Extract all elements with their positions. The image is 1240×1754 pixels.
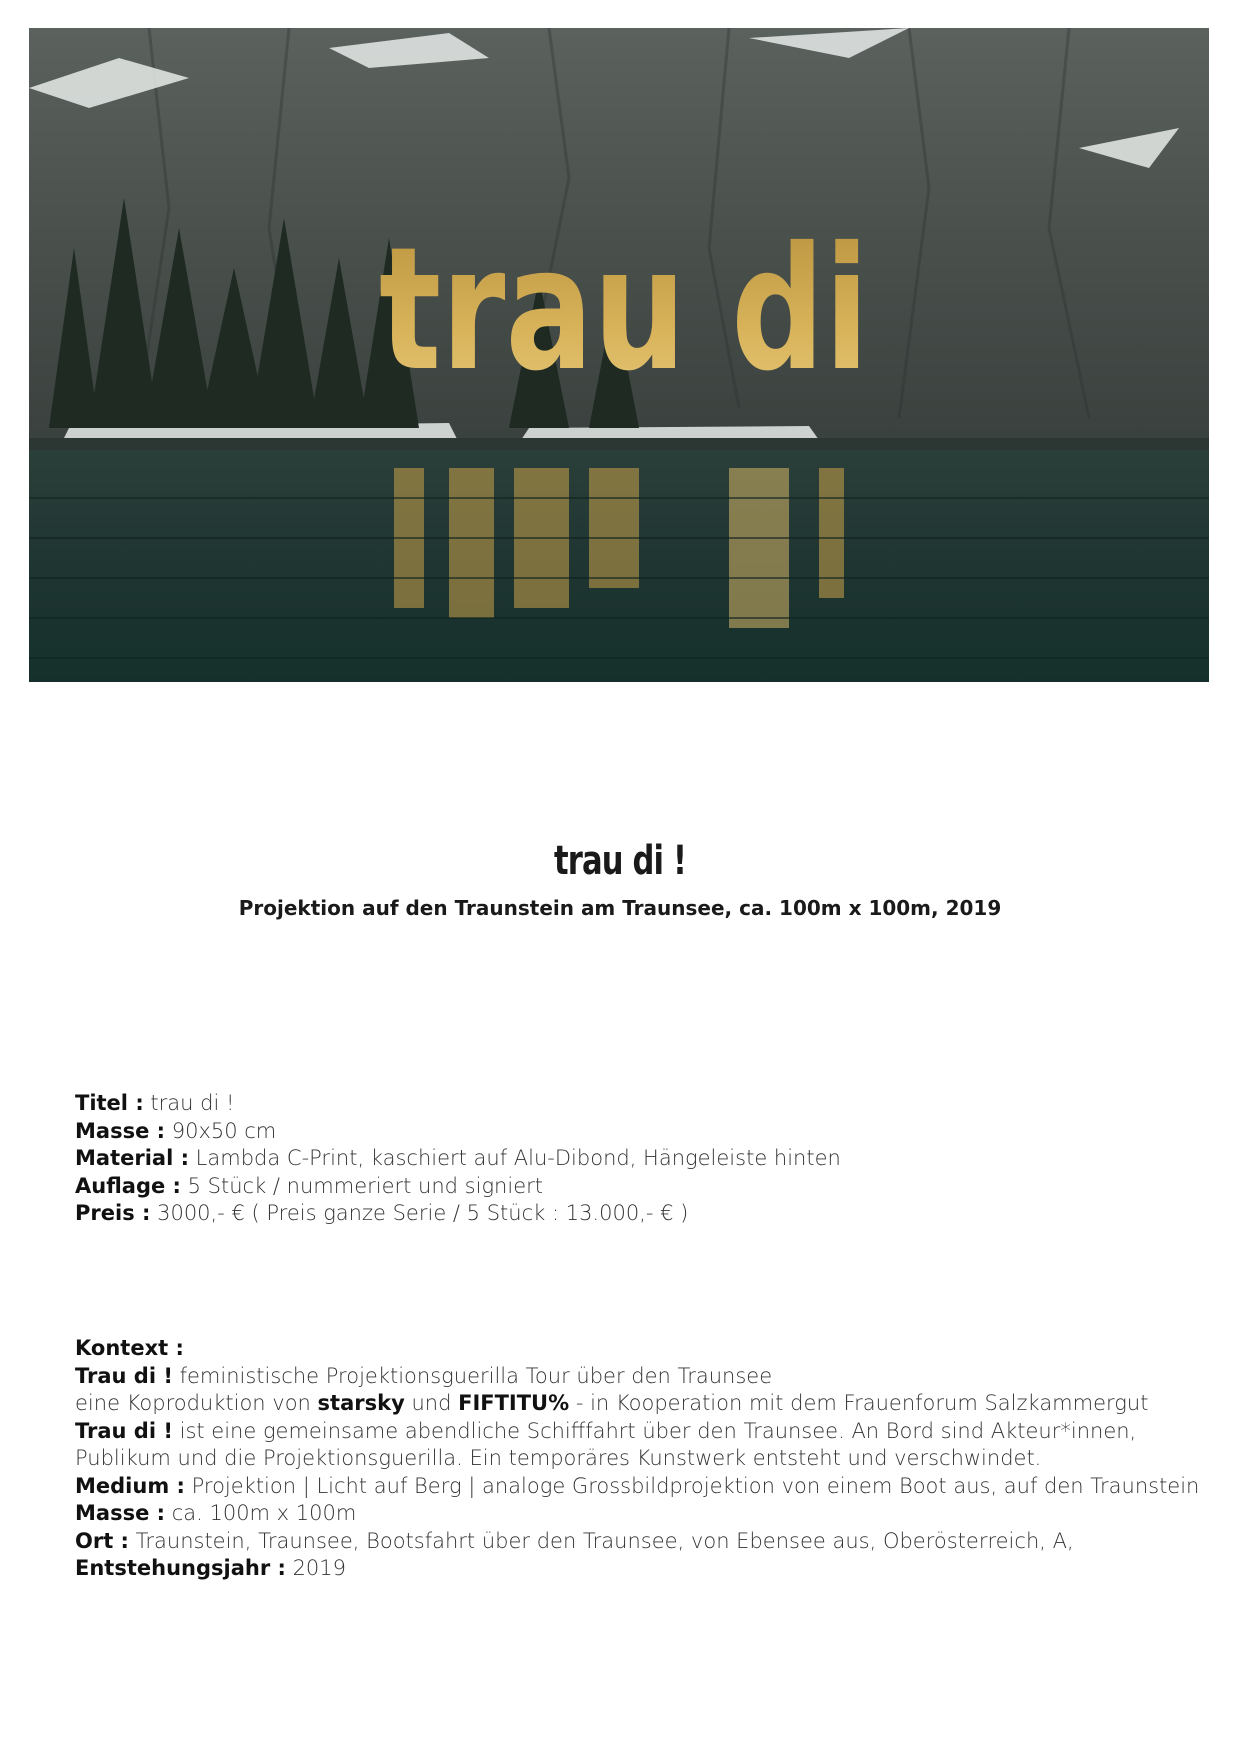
page-subtitle: Projektion auf den Traunstein am Traunsee, ca. 100m x 100m, 2019 xyxy=(238,896,1002,920)
context-section xyxy=(75,1335,1205,1583)
context-heading: Kontext : xyxy=(75,1336,184,1360)
context-line-4: Publikum und die Projektionsguerilla. Ein temporäres Kunstwerk entsteht und verschwindet. xyxy=(75,1446,1042,1470)
detail-titel: Titel : trau di ! xyxy=(75,1091,235,1115)
details-list xyxy=(75,1090,841,1228)
projected-text: trau di xyxy=(379,211,869,409)
context-line-3: Trau di ! ist eine gemeinsame abendliche Schifffahrt über den Traunsee. An Bord sind Akteur*innen, xyxy=(75,1418,1137,1443)
detail-masse: Masse : 90x50 cm xyxy=(75,1118,277,1143)
context-line-1: Trau di ! feministische Projektionsguerilla Tour über den Traunsee xyxy=(75,1363,773,1388)
detail-material: Material : Lambda C-Print, kaschiert auf Alu-Dibond, Hängeleiste hinten xyxy=(75,1146,841,1170)
context-line-2: eine Koproduktion von starsky und FIFTITU% - in Kooperation mit dem Frauenforum Salzkammergut xyxy=(75,1391,1149,1415)
lake-cliff-photo xyxy=(29,28,1209,682)
detail-preis: Preis : 3000,- € ( Preis ganze Serie / 5 Stück : 13.000,- € ) xyxy=(75,1201,689,1225)
page-title: trau di ! xyxy=(553,838,687,884)
context-ort: Ort : Traunstein, Traunsee, Bootsfahrt über den Traunsee, von Ebensee aus, Oberösterreich, A, xyxy=(75,1528,1074,1553)
context-year: Entstehungsjahr : 2019 xyxy=(75,1556,347,1580)
photo-projection xyxy=(29,28,1209,682)
detail-auflage: Auflage : 5 Stück / nummeriert und signiert xyxy=(75,1173,543,1198)
context-masse: Masse : ca. 100m x 100m xyxy=(75,1501,357,1525)
context-medium: Medium : Projektion | Licht auf Berg | analoge Grossbildprojektion von einem Boot aus, auf den Traunstein xyxy=(75,1473,1200,1498)
